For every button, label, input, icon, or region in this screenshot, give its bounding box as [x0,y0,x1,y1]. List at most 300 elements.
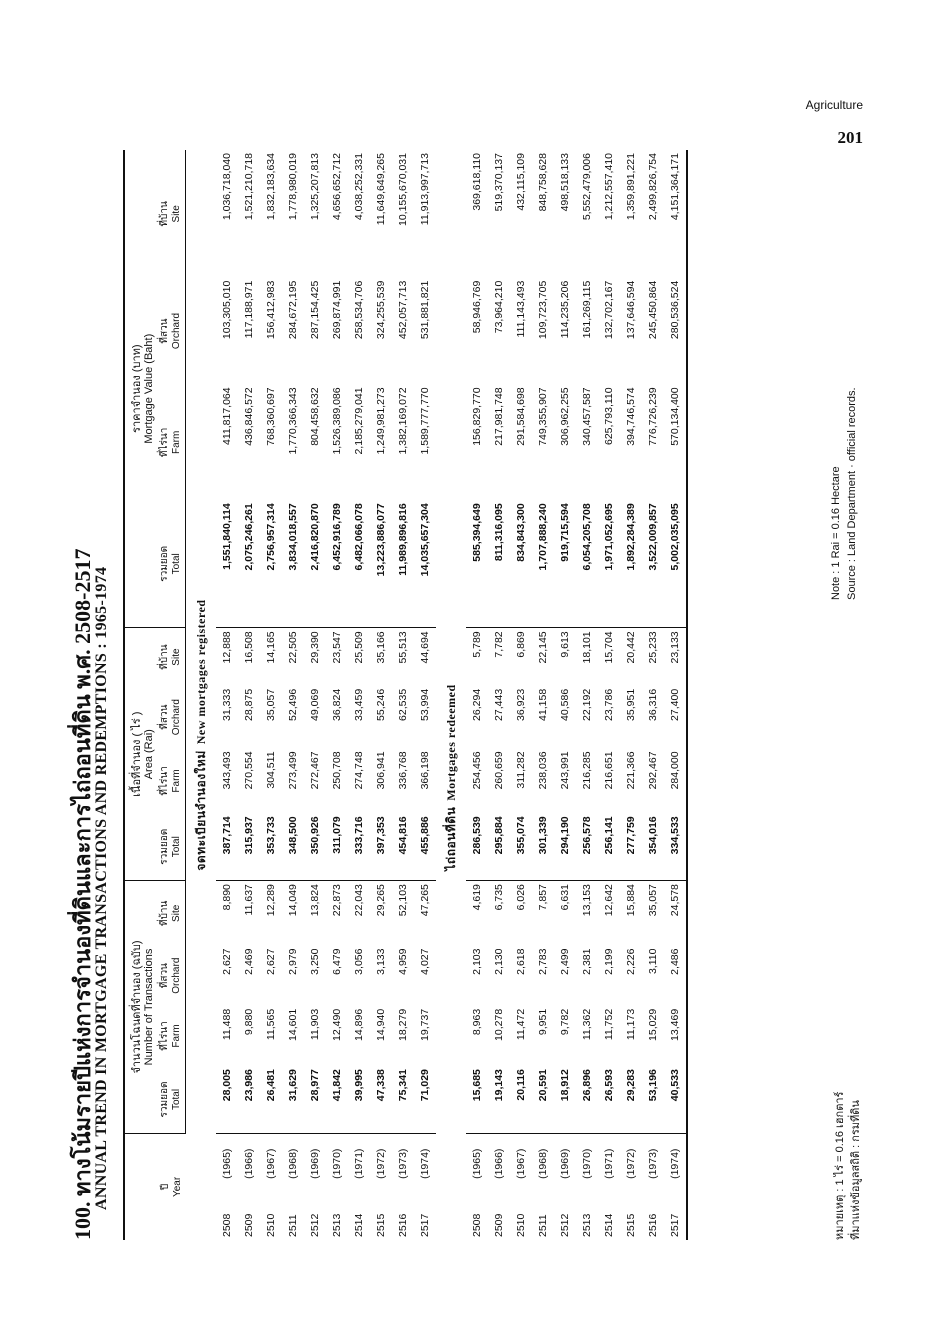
value-cell: 585,394,649 [466,500,488,628]
year-ce: (1969) [309,1148,321,1179]
area-cell: 35,166 [375,631,387,664]
value-cell: 1,589,777,770 [419,387,431,455]
tx-cell: 6,026 [515,884,527,911]
value-cell: 625,793,110 [603,387,615,445]
tx-cell: 9,782 [559,1008,571,1036]
tx-cell: 11,472 [515,1008,527,1041]
section-heading-spacer [436,881,466,1240]
tx-cell: 13,469 [664,1006,687,1066]
area-cell: 9,613 [559,631,571,658]
table-row [466,150,488,1240]
tx-cell: 26,481 [260,1066,282,1133]
year-ce: (1974) [419,1148,431,1179]
value-header-english: Mortgage Value (Baht) [143,333,155,444]
area-cell: 366,198 [419,751,431,790]
tx-cell: 4,027 [419,948,431,975]
area-cell: 333,716 [348,813,370,880]
table-row [392,150,414,1240]
area-cell: 272,467 [309,751,321,790]
value-cell: 161,269,115 [581,280,593,339]
value-col-orchard-english: Orchard [171,312,182,350]
value-cell: 519,370,137 [493,153,505,212]
value-cell: 284,672,195 [287,280,299,340]
area-col-farm-english: Farm [171,769,182,793]
tx-cell: 8,963 [471,1008,483,1036]
tx-cell: 39,995 [348,1066,370,1133]
area-cell: 295,884 [488,813,510,880]
year-header-english: Year [171,1176,183,1198]
area-cell: 23,786 [603,688,615,721]
value-cell: 11,913,997,713 [419,153,431,226]
value-cell: 369,618,110 [471,153,483,211]
note-english: Note : 1 Rai = 0.16 Hectare [830,466,842,600]
table-row [348,150,370,1240]
year-be: 2515 [375,1213,387,1237]
year-ce: (1972) [375,1148,387,1179]
transactions-header-thai: จำนวนโฉนดที่จำนอง (ฉบับ) [131,940,143,1074]
section-heading-english: New mortgages registered [193,599,208,745]
area-cell: 286,539 [466,813,488,880]
area-cell: 397,353 [370,813,392,880]
tx-cell: 22,873 [331,884,343,917]
tx-cell: 11,752 [603,1008,615,1041]
table-row [282,150,304,1240]
source-english: Source : Land Department · official records. [846,387,858,600]
tx-cell: 2,469 [243,948,255,975]
tx-cell: 23,986 [238,1066,260,1133]
area-cell: 40,586 [559,688,571,721]
area-cell: 301,339 [532,813,554,880]
value-cell: 10,155,670,031 [397,153,409,226]
tx-cell: 2,783 [537,948,549,975]
value-cell: 834,843,300 [510,500,532,628]
year-ce: (1966) [243,1148,255,1179]
year-ce: (1971) [603,1148,615,1179]
value-cell: 287,154,425 [309,280,321,340]
area-cell: 277,759 [620,813,642,880]
value-cell: 1,212,557,410 [603,153,615,221]
value-cell: 1,892,284,389 [620,500,642,628]
area-cell: 22,145 [537,631,549,664]
area-cell: 315,937 [238,813,260,880]
value-cell: 137,646,594 [625,280,637,340]
area-cell: 387,714 [216,813,238,880]
value-cell: 1,325,207,813 [309,153,321,221]
value-cell: 570,134,400 [664,384,687,500]
area-cell: 53,994 [419,688,431,721]
year-ce: (1965) [471,1148,483,1179]
value-cell: 132,702,167 [603,280,615,340]
area-col-orchard [157,686,186,749]
tx-cell: 11,362 [581,1008,593,1041]
area-cell: 216,285 [581,751,593,790]
tx-cell: 4,619 [471,884,483,911]
tx-cell: 14,601 [287,1008,299,1041]
value-col-site-english: Site [171,205,182,223]
year-ce: (1965) [221,1148,233,1179]
year-be: 2517 [419,1213,431,1237]
tx-cell: 3,250 [309,948,321,975]
table-row [598,150,620,1240]
value-cell: 14,035,657,304 [414,500,436,628]
tx-cell: 13,824 [309,884,321,917]
area-cell: 350,926 [304,813,326,880]
tx-cell: 3,133 [375,948,387,975]
tx-cell: 31,629 [282,1066,304,1133]
value-cell: 411,817,064 [221,387,233,445]
value-cell: 768,360,697 [265,387,277,446]
transactions-header-english: Number of Transactions [143,948,155,1066]
table-row [304,150,326,1240]
area-cell: 28,875 [243,688,255,721]
value-cell: 156,412,983 [265,280,277,340]
section-heading-row [186,150,217,1240]
tx-cell: 6,631 [559,884,571,911]
area-cell: 250,708 [331,751,343,790]
value-cell: 217,981,748 [493,387,505,446]
section-heading-english: Mortgages redeemed [443,684,458,801]
area-cell: 348,500 [282,813,304,880]
value-cell: 394,746,574 [625,387,637,446]
tx-cell: 28,977 [304,1066,326,1133]
value-cell: 306,962,255 [559,387,571,446]
tx-cell: 47,338 [370,1066,392,1133]
tx-cell: 13,153 [581,884,593,917]
value-cell: 6,452,916,789 [326,500,348,628]
value-cell: 269,874,991 [331,280,343,340]
area-cell: 256,578 [576,813,598,880]
value-cell: 531,881,821 [419,280,431,340]
table-row [260,150,282,1240]
tx-col-orchard-english: Orchard [171,957,182,994]
year-be: 2510 [515,1213,527,1237]
year-header-thai: ปี [159,1183,171,1191]
year-be: 2517 [664,1194,687,1240]
area-cell: 35,951 [625,688,637,721]
area-cell: 294,190 [554,813,576,880]
area-cell: 15,704 [603,631,615,664]
year-ce: (1969) [559,1148,571,1179]
source-thai: ที่มาแห่งข้อมูลสถิติ : กรมที่ดิน [850,1100,862,1240]
tx-cell: 2,627 [221,948,233,975]
year-be: 2512 [559,1213,571,1237]
value-cell: 324,255,539 [375,280,387,340]
area-cell: 35,057 [265,688,277,721]
area-cell: 311,079 [326,813,348,880]
value-cell: 3,834,018,557 [282,500,304,628]
value-cell: 5,552,479,006 [581,153,593,221]
value-cell: 1,832,183,634 [265,153,277,221]
page-number: 201 [837,128,863,147]
year-be: 2516 [647,1213,659,1237]
tx-cell: 29,283 [620,1066,642,1133]
area-cell: 27,400 [664,686,687,749]
value-col-total-english: Total [171,553,182,575]
note-thai: หมายเหตุ : 1 ไร่ = 0.16 เฮกตาร์ [834,1091,846,1240]
area-cell: 311,282 [515,751,527,789]
area-cell: 284,000 [664,748,687,813]
value-col-site-thai: ที่บ้าน [159,201,170,227]
area-cell: 55,513 [397,631,409,664]
value-cell: 2,499,826,754 [647,153,659,221]
year-be: 2515 [625,1213,637,1237]
value-cell: 1,036,718,040 [221,153,233,221]
tx-col-farm [157,1006,186,1066]
table-row [488,150,510,1240]
area-cell: 221,366 [625,751,637,790]
tx-cell: 2,381 [581,948,593,975]
value-col-farm-english: Farm [171,430,182,455]
tx-cell: 11,488 [221,1008,233,1041]
tx-cell: 75,341 [392,1066,414,1133]
tx-cell: 3,056 [353,948,365,975]
area-cell: 216,651 [603,751,615,790]
area-col-site [157,628,186,686]
area-col-site-english: Site [171,648,182,666]
value-cell: 811,316,095 [488,500,510,628]
year-be: 2510 [265,1213,277,1237]
year-ce: (1967) [265,1148,277,1179]
section-heading [186,150,217,881]
year-header [124,1133,186,1240]
area-cell: 260,659 [493,751,505,790]
tx-cell: 20,591 [532,1066,554,1133]
table-row [620,150,642,1240]
year-be: 2512 [309,1213,321,1237]
tx-cell: 2,618 [515,948,527,975]
section-heading-thai: ไถ่ถอนที่ดิน [443,806,458,871]
area-col-orchard-english: Orchard [171,699,182,736]
area-cell: 31,333 [221,688,233,721]
value-col-total-thai: รวมยอด [159,545,170,582]
value-cell: 432,115,109 [515,153,527,211]
area-cell: 25,233 [647,631,659,664]
value-cell: 111,143,493 [515,280,527,338]
area-cell: 7,782 [493,631,505,658]
table-row [532,150,554,1240]
tx-col-site-english: Site [171,904,182,922]
area-cell: 5,789 [471,631,483,658]
area-cell: 25,509 [353,631,365,664]
area-cell: 27,443 [493,688,505,721]
value-cell: 114,235,206 [559,280,571,339]
value-cell: 258,534,706 [353,280,365,340]
tx-cell: 47,265 [419,884,431,917]
tx-col-orchard-thai: ที่สวน [159,963,170,989]
area-cell: 353,733 [260,813,282,880]
value-cell: 58,946,769 [471,280,483,334]
tx-cell: 15,884 [625,884,637,917]
year-ce: (1971) [353,1148,365,1179]
value-cell: 436,846,572 [243,387,255,446]
tx-col-total-english: Total [171,1088,182,1111]
tx-cell: 14,940 [375,1008,387,1041]
tx-cell: 2,226 [625,948,637,975]
area-cell: 455,886 [414,813,436,880]
area-cell: 55,246 [375,688,387,721]
value-cell: 13,223,886,077 [370,500,392,628]
tx-cell: 35,057 [647,884,659,917]
section-heading-thai: จดทะเบียนจำนองใหม่ [193,750,208,871]
value-cell: 340,457,587 [581,387,593,446]
area-cell: 292,467 [647,751,659,790]
table-row [370,150,392,1240]
value-cell: 804,458,632 [309,387,321,446]
year-ce: (1973) [647,1148,659,1179]
tx-cell: 3,110 [647,948,659,975]
area-col-farm [157,748,186,813]
table-row [664,150,687,1240]
area-cell: 12,888 [221,631,233,664]
tx-col-farm-thai: ที่ไร่นา [159,1021,170,1051]
table-row [642,150,664,1240]
value-cell: 498,518,133 [559,153,571,212]
area-cell: 52,496 [287,688,299,721]
section-header: Agriculture [805,98,863,112]
value-cell: 919,715,594 [554,500,576,628]
tx-cell: 6,735 [493,884,505,911]
year-ce: (1970) [581,1148,593,1179]
area-cell: 6,869 [515,631,527,658]
tx-cell: 26,593 [598,1066,620,1133]
year-be: 2513 [581,1213,593,1237]
tx-col-site [157,881,186,946]
area-cell: 36,824 [331,688,343,721]
section-heading-spacer [186,881,217,1240]
area-header-english: Area (Rai) [143,729,155,780]
area-header [124,628,157,881]
transactions-header [124,881,157,1134]
area-cell: 343,493 [221,751,233,790]
section-heading-row [436,150,466,1240]
year-be: 2511 [287,1214,299,1237]
tx-cell: 18,279 [397,1008,409,1041]
area-cell: 23,547 [331,631,343,664]
table-row [576,150,598,1240]
year-be: 2509 [493,1213,505,1237]
year-ce: (1974) [664,1133,687,1193]
value-cell: 848,758,628 [537,153,549,212]
area-cell: 44,694 [419,631,431,664]
value-col-total [157,500,186,628]
tx-col-total [157,1066,186,1133]
area-col-total-english: Total [171,836,182,858]
table-row [326,150,348,1240]
year-ce: (1970) [331,1148,343,1179]
tx-cell: 24,578 [664,881,687,946]
area-cell: 304,511 [265,751,277,789]
area-col-orchard-thai: ที่สวน [159,704,170,730]
tx-cell: 9,951 [537,1008,549,1036]
tx-cell: 19,143 [488,1066,510,1133]
tx-cell: 22,043 [353,884,365,917]
value-cell: 776,726,239 [647,387,659,446]
value-cell: 5,002,035,095 [664,500,687,628]
year-be: 2513 [331,1213,343,1237]
area-cell: 36,923 [515,688,527,721]
tx-cell: 40,533 [664,1066,687,1133]
tx-cell: 53,196 [642,1066,664,1133]
area-col-total [157,813,186,880]
value-cell: 4,038,252,331 [353,153,365,221]
value-cell: 6,054,205,708 [576,500,598,628]
year-ce: (1966) [493,1148,505,1179]
value-cell: 11,989,896,816 [392,500,414,628]
tx-col-total-thai: รวมยอด [159,1081,170,1118]
year-ce: (1968) [537,1148,549,1179]
value-header [124,150,157,628]
area-cell: 238,036 [537,751,549,790]
year-be: 2514 [353,1213,365,1237]
area-cell: 334,533 [664,813,687,880]
value-cell: 1,707,888,240 [532,500,554,628]
value-cell: 6,482,066,078 [348,500,370,628]
tx-cell: 11,173 [625,1008,637,1041]
year-be: 2508 [221,1213,233,1237]
tx-cell: 20,116 [510,1066,532,1133]
title-thai: 100. ทางโน้มรายปีแห่งการจำนองที่ดินและการไถ่ถอนที่ดิน พ.ศ. 2508-2517 [70,548,95,1240]
tx-cell: 41,842 [326,1066,348,1133]
area-cell: 18,101 [581,631,593,664]
value-cell: 1,521,210,718 [243,153,255,221]
year-be: 2508 [471,1213,483,1237]
value-cell: 1,249,981,273 [375,387,387,455]
value-cell: 749,355,907 [537,387,549,446]
tx-cell: 28,005 [216,1066,238,1133]
tx-cell: 52,103 [397,884,409,917]
area-cell: 355,074 [510,813,532,880]
value-col-orchard [157,278,186,385]
tx-cell: 12,642 [603,884,615,917]
title-english: ANNUAL TREND IN MORTGAGE TRANSACTIONS AND REDEMPTIONS : 1965-1974 [93,566,110,1210]
value-col-farm [157,384,186,500]
value-cell: 1,971,052,695 [598,500,620,628]
area-col-site-thai: ที่บ้าน [159,644,170,670]
year-be: 2516 [397,1213,409,1237]
year-ce: (1968) [287,1148,299,1179]
value-cell: 1,778,980,019 [287,153,299,221]
tx-cell: 2,979 [287,948,299,975]
value-cell: 103,305,010 [221,280,233,340]
tx-cell: 12,490 [331,1008,343,1041]
value-col-site [157,150,186,278]
tx-cell: 15,029 [647,1008,659,1041]
value-cell: 291,584,698 [515,387,527,446]
area-col-farm-thai: ที่ไร่นา [159,766,170,796]
tx-cell: 11,637 [243,884,255,916]
table-row [510,150,532,1240]
tx-cell: 15,685 [466,1066,488,1133]
value-cell: 2,185,279,041 [353,387,365,455]
area-cell: 454,816 [392,813,414,880]
area-col-total-thai: รวมยอด [159,828,170,865]
tx-col-site-thai: ที่บ้าน [159,900,170,927]
value-header-thai: ราคาจำนอง (บาท) [131,344,143,433]
rotated-table-sheet [65,150,862,1240]
value-cell: 1,526,389,086 [331,387,343,455]
value-cell: 245,450,864 [647,280,659,340]
value-cell: 1,770,366,343 [287,387,299,455]
value-cell: 2,075,246,261 [238,500,260,628]
tx-cell: 9,880 [243,1008,255,1036]
area-cell: 256,141 [598,813,620,880]
tx-cell: 2,499 [559,948,571,975]
area-cell: 23,133 [664,628,687,686]
area-cell: 354,016 [642,813,664,880]
tx-cell: 19,737 [419,1008,431,1041]
tx-cell: 11,565 [265,1008,277,1041]
tx-cell: 14,896 [353,1008,365,1041]
